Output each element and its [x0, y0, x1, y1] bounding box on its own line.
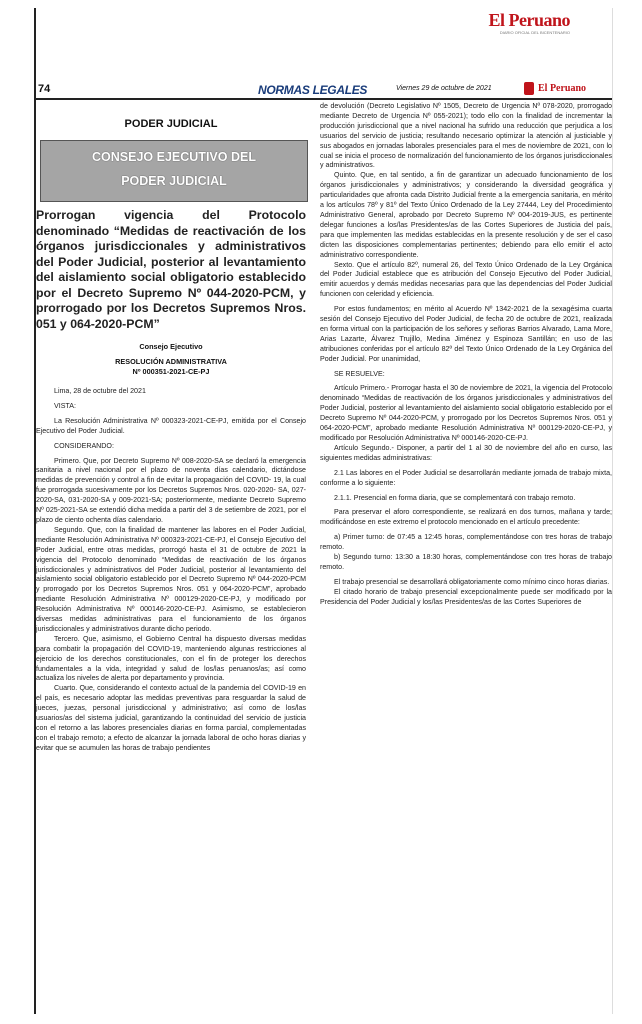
paragraph-sexto: Sexto. Que el artículo 82º, numeral 26, del Texto Único Ordenado de la Ley Orgánica del Poder Judicial establece que es atribución del Consejo Ejecutivo del Poder Judicial, emitir acuerdos y demás medidas necesarias para que las dependencias del Poder Judicial funcionen con celeridad y eficiencia. — [320, 260, 612, 299]
resolution-number: Nº 000351-2021-CE-PJ — [132, 367, 210, 376]
considering-heading: CONSIDERANDO: — [54, 441, 114, 450]
running-header — [36, 82, 612, 100]
item-2-1-1: 2.1.1. Presencial en forma diaria, que se complementará con trabajo remoto. — [334, 493, 576, 502]
paragraph-tercero: Tercero. Que, asimismo, el Gobierno Central ha dispuesto diversas medidas para combatir la propagación del COVID-19, manteniendo algunas restricciones al ejercicio de los derechos constitucionales, con el fin de proteger los derechos fundamentales a la vida, integridad y salud de los/las peruanos/as; así como actualiza los niveles de alerta por departamento y provincia. — [36, 634, 306, 683]
item-2-1: 2.1 Las labores en el Poder Judicial se desarrollarán mediante jornada de trabajo mixta, conforme a lo siguiente: — [320, 468, 612, 487]
schedule-modification: El citado horario de trabajo presencial excepcionalmente puede ser modificado por la Presidencia del Poder Judicial y los/las Presidentes/as de las Cortes Superiores de — [320, 587, 612, 606]
issue-date: Viernes 29 de octubre de 2021 — [396, 85, 492, 92]
brand-tagline: DIARIO OFICIAL DEL BICENTENARIO — [499, 30, 570, 35]
resolve-heading: SE RESUELVE: — [334, 369, 385, 378]
paragraph-continued: de devolución (Decreto Legislativo Nº 1505, Decreto de Urgencia Nº 078-2020, prorrogado mediante Decreto de Urgencia Nº 055-2021); todo ello con la finalidad de incrementar la producción jurisdiccional que a nivel nacional ha sufrido una reducción que perjudica a los usuarios del servicio de justicia; resultando necesario optimizar la atención al justiciable y sus abogados en jornadas laborales presenciales para el mes de noviembre de 2021, con lo cual se inicia el proceso de normalización del funcionamiento de los órganos jurisdiccionales y administrativos. — [320, 102, 612, 170]
header-brand: El Peruano — [538, 83, 587, 94]
council-line-2: PODER JUDICIAL — [121, 174, 227, 188]
paragraph-fundamentos: Por estos fundamentos; en mérito al Acuerdo Nº 1342-2021 de la sexagésima cuarta sesión del Consejo Ejecutivo del Poder Judicial, de fecha 20 de octubre de 2021, realizada en forma virtual con la participación de los señores y señoras Barrios Alvarado, Lama More, Arias Lazarte, Álvarez Trujillo, Medina Jiménez y Espinoza Santillán; en uso de las atribuciones conferidas por el artículo 82º del Texto Único Ordenado de la Ley Orgánica del Poder Judicial. Por unanimidad, — [320, 305, 612, 363]
paragraph-primero: Primero. Que, por Decreto Supremo Nº 008-2020-SA se declaró la emergencia sanitaria a nivel nacional por el plazo de noventa días calendario, dictándose medidas de prevención y control a fin de evitar la propagación del COVID- 19, la cual fue prorrogada sucesivamente por los Decretos Supremos Nros. 020-2020- SA, 027-2020-SA, 031-2020-SA y 009-2021-SA; posteriormente, mediante Decreto Supremo Nº 025-2021-SA se extendió dicha medida a partir del 3 de setiembre de 2021, por el plazo de ciento ochenta días calendario. — [36, 456, 306, 524]
place-date: Lima, 28 de octubre del 2021 — [54, 387, 146, 395]
aforo-paragraph: Para preservar el aforo correspondiente, se realizará en dos turnos, mañana y tarde; modificándose en este extremo el protocolo mencionado en el artículo precedente: — [320, 508, 612, 527]
institution-heading: PODER JUDICIAL — [124, 118, 218, 130]
issuer: Consejo Ejecutivo — [139, 342, 203, 351]
minimum-hours: El trabajo presencial se desarrollará obligatoriamente como mínimo cinco horas diarias. — [334, 577, 610, 586]
page-number: 74 — [38, 83, 51, 95]
resolution-title: Prorrogan vigencia del Protocolo denominado “Medidas de reactivación de los órganos jurisdiccionales y administrativos del Poder Judicial, posterior al levantamiento del aislamiento social obligatorio establecido por el Decreto Supremo Nº 044-2020-PCM, y prorrogado por los Decretos Supremos Nros. 051 y 064-2020-PCM” — [36, 208, 306, 331]
visto-heading: VISTA: — [54, 401, 76, 410]
brand-logo: El Peruano — [488, 10, 570, 30]
council-line-1: CONSEJO EJECUTIVO DEL — [92, 150, 256, 164]
right-column — [320, 102, 612, 608]
paragraph-cuarto: Cuarto. Que, considerando el contexto actual de la pandemia del COVID-19 en el país, es necesario adoptar las medidas preventivas para resguardar la salud de jueces, juezas, personal jurisdiccional y administrativo; así como de los/las usuarios/as del sistema judicial, garantizando la continuidad del servicio de justicia con el retorno a las labores presenciales diarias en forma parcial, complementadas con el trabajo remoto; a efecto de alcanzar la jornada laboral de ocho horas diarias y evitar que se acumulen las horas de trabajo pendientes — [36, 684, 306, 752]
coat-of-arms-icon — [524, 82, 534, 95]
resolution-label: RESOLUCIÓN ADMINISTRATIVA — [115, 357, 227, 366]
article-first: Artículo Primero.- Prorrogar hasta el 30 de noviembre de 2021, la vigencia del Protocolo denominado “Medidas de reactivación de los órganos jurisdiccionales y administrativos del Poder Judicial, posterior al levantamiento del aislamiento social obligatorio establecido por el Decreto Supremo Nº 044-2020-PCM, y prorrogado por los Decretos Supremos Nros. 051 y 064-2020-PCM”, aprobado mediante Resolución Administrativa Nº 000129-2020-CE-PJ, y modificado por Resolución Administrativa Nº 000146-2020-CE-PJ. — [320, 384, 612, 442]
council-banner — [40, 140, 308, 202]
left-column — [36, 104, 306, 754]
paragraph-segundo: Segundo. Que, con la finalidad de mantener las labores en el Poder Judicial, mediante Resolución Administrativa Nº 000323-2021-CE-PJ, el Consejo Ejecutivo del Poder Judicial, entre otras medidas, prorrogó hasta el 31 de octubre de 2021 la vigencia del Protocolo denominado “Medidas de reactivación de los órganos jurisdiccionales y administrativos del Poder Judicial, posterior al levantamiento del aislamiento social obligatorio establecido por el Decreto Supremo Nº 044-2020-PCM y prorrogado por los Decretos Supremos Nros. 051 y 064-2020-PCM”, aprobado mediante Resolución Administrativa Nº 000129-2020-CE-PJ, y modificado por Resolución Administrativa Nº 000146-2020-CE-PJ. Asimismo, se establecieron diversas medidas administrativas para el funcionamiento de los órganos jurisdiccionales y administrativos durante dicho periodo. — [36, 525, 306, 633]
article-second: Artículo Segundo.- Disponer, a partir del 1 al 30 de noviembre del año en curso, las siguientes medidas administrativas: — [320, 443, 612, 462]
newspaper-page — [34, 8, 613, 1014]
masthead — [36, 8, 612, 38]
section-title: NORMAS LEGALES — [258, 83, 368, 97]
paragraph-quinto: Quinto. Que, en tal sentido, a fin de garantizar un adecuado funcionamiento de los órganos jurisdiccionales y administrativos; y considerando la diversidad geográfica y particularidades que afronta cada Distrito Judicial frente a la emergencia sanitaria, en mérito a los artículos 78º y 81º del Texto Único Ordenado de la Ley 27444, Ley del Procedimiento Administrativo General, aprobado por Decreto Supremo Nº 004-2019-JUS, es pertinente delegar funciones a los/las Presidentes/as de las Cortes Superiores de Justicia del país, para que implementen las medidas establecidas en la presente resolución y de ser el caso dicten las disposiciones complementarias pertinentes; debiendo para ello emitir el acto administrativo correspondiente. — [320, 171, 612, 259]
visto-text: La Resolución Administrativa Nº 000323-2021-CE-PJ, emitida por el Consejo Ejecutivo del Poder Judicial. — [36, 416, 306, 435]
shift-second: b) Segundo turno: 13:30 a 18:30 horas, complementándose con tres horas de trabajo remoto. — [320, 553, 612, 571]
shift-first: a) Primer turno: de 07:45 a 12:45 horas, complementándose con tres horas de trabajo remoto. — [320, 533, 612, 552]
